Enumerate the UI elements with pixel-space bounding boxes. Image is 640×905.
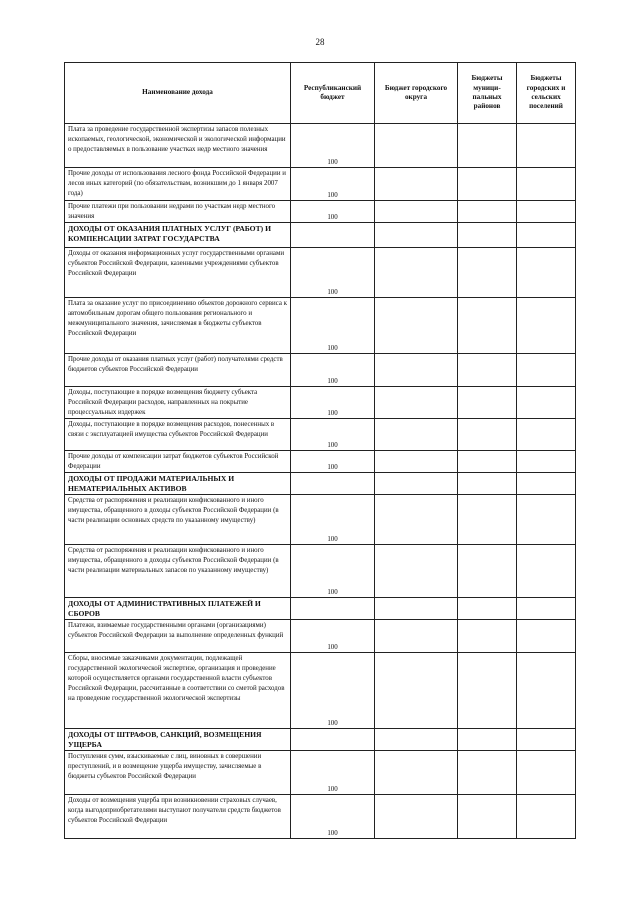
- rural-budget-cell: [517, 473, 576, 495]
- revenue-name-cell: [65, 419, 291, 451]
- table-row: [65, 495, 576, 545]
- republic-budget-cell: 100: [291, 124, 375, 168]
- municipal-budget-cell: [458, 124, 517, 168]
- revenue-distribution-table: [64, 62, 576, 839]
- revenue-name-cell: [65, 223, 291, 248]
- republic-budget-cell: 100: [291, 751, 375, 795]
- rural-budget-cell: [517, 751, 576, 795]
- revenue-name: Плата за оказание услуг по присоединению объектов дорожного сервиса к автомобильным дорогам общего пользования регионального и межмуниципального значения, зачисляемая в бюджеты субъектов Российской Федерации: [68, 300, 287, 337]
- republic-budget-cell: 100: [291, 354, 375, 387]
- revenue-name: Прочие доходы от компенсации затрат бюджетов субъектов Российской Федерации: [68, 453, 279, 470]
- city-budget-cell: [375, 354, 458, 387]
- section-title: ДОХОДЫ ОТ АДМИНИСТРАТИВНЫХ ПЛАТЕЖЕЙ И СБОРОВ: [68, 599, 261, 618]
- table-row: [65, 248, 576, 298]
- rural-budget-cell: [517, 298, 576, 354]
- republic-budget-cell: 100: [291, 545, 375, 598]
- republic-budget-cell: 100: [291, 201, 375, 223]
- municipal-budget-cell: [458, 201, 517, 223]
- city-budget-cell: [375, 795, 458, 839]
- revenue-name-cell: [65, 598, 291, 620]
- rural-budget-cell: [517, 598, 576, 620]
- revenue-name: Доходы, поступающие в порядке возмещения расходов, понесенных в связи с эксплуатацией имущества субъектов Российской Федерации: [68, 421, 275, 438]
- municipal-budget-cell: [458, 223, 517, 248]
- rural-budget-cell: [517, 248, 576, 298]
- revenue-name: Прочие платежи при пользовании недрами по участкам недр местного значения: [68, 203, 276, 220]
- municipal-budget-cell: [458, 751, 517, 795]
- table-row: [65, 168, 576, 201]
- revenue-name-cell: [65, 473, 291, 495]
- city-budget-cell: [375, 545, 458, 598]
- section-title: ДОХОДЫ ОТ ПРОДАЖИ МАТЕРИАЛЬНЫХ И НЕМАТЕРИАЛЬНЫХ АКТИВОВ: [68, 474, 235, 493]
- republic-budget-cell: 100: [291, 620, 375, 653]
- revenue-name: Доходы от оказания информационных услуг государственными органами субъектов Российской Федерации, казенными учреждениями субъектов Российской Федерации: [68, 250, 285, 277]
- municipal-budget-cell: [458, 473, 517, 495]
- municipal-budget-cell: [458, 387, 517, 419]
- rural-budget-cell: [517, 354, 576, 387]
- header-revenue-name: Наименование дохода: [65, 63, 291, 124]
- rural-budget-cell: [517, 419, 576, 451]
- municipal-budget-cell: [458, 419, 517, 451]
- header-rural-budgets: Бюджеты городских и сельских поселений: [517, 63, 576, 124]
- revenue-name-cell: [65, 201, 291, 223]
- table-row: [65, 201, 576, 223]
- city-budget-cell: [375, 653, 458, 729]
- table-header-row: [65, 63, 576, 124]
- revenue-name: Плата за проведение государственной экспертизы запасов полезных ископаемых, геологической, экономической и экологической информации о предоставляемых в пользование участках недр местного значения: [68, 126, 286, 153]
- revenue-name: Средства от распоряжения и реализации конфискованного и иного имущества, обращенного в доходы субъектов Российской Федерации (в части реализации материальных запасов по указанному имуществу): [68, 547, 279, 574]
- section-title: ДОХОДЫ ОТ ШТРАФОВ, САНКЦИЙ, ВОЗМЕЩЕНИЯ УЩЕРБА: [68, 730, 262, 749]
- revenue-name: Прочие доходы от оказания платных услуг (работ) получателями средств бюджетов субъектов Российской Федерации: [68, 356, 283, 373]
- revenue-name-cell: [65, 729, 291, 751]
- revenue-name-cell: [65, 451, 291, 473]
- republic-budget-cell: 100: [291, 653, 375, 729]
- revenue-name-cell: [65, 387, 291, 419]
- table-row: [65, 653, 576, 729]
- table-row: [65, 354, 576, 387]
- city-budget-cell: [375, 620, 458, 653]
- revenue-name-cell: [65, 751, 291, 795]
- rural-budget-cell: [517, 729, 576, 751]
- city-budget-cell: [375, 387, 458, 419]
- city-budget-cell: [375, 598, 458, 620]
- rural-budget-cell: [517, 620, 576, 653]
- revenue-name: Поступления сумм, взыскиваемые с лиц, виновных в совершении преступлений, и в возмещение ущерба имуществу, зачисляемые в бюджеты субъектов Российской Федерации: [68, 753, 262, 780]
- table-row: [65, 387, 576, 419]
- revenue-name: Сборы, вносимые заказчиками документации, подлежащей государственной экологической экспертизе, организация и проведение которой осуществляется органами государственной власти субъектов Российской Федерации, рассчитанные в соответствии со сметой расходов на проведение государственной экологической экспертизы: [68, 655, 285, 702]
- city-budget-cell: [375, 729, 458, 751]
- municipal-budget-cell: [458, 545, 517, 598]
- republic-budget-cell: 100: [291, 298, 375, 354]
- revenue-name-cell: [65, 248, 291, 298]
- revenue-name-cell: [65, 298, 291, 354]
- municipal-budget-cell: [458, 653, 517, 729]
- rural-budget-cell: [517, 653, 576, 729]
- republic-budget-cell: [291, 223, 375, 248]
- section-heading-row: [65, 598, 576, 620]
- municipal-budget-cell: [458, 298, 517, 354]
- rural-budget-cell: [517, 795, 576, 839]
- revenue-name-cell: [65, 124, 291, 168]
- republic-budget-cell: 100: [291, 451, 375, 473]
- republic-budget-cell: 100: [291, 419, 375, 451]
- section-heading-row: [65, 729, 576, 751]
- municipal-budget-cell: [458, 620, 517, 653]
- municipal-budget-cell: [458, 354, 517, 387]
- republic-budget-cell: [291, 473, 375, 495]
- revenue-name-cell: [65, 495, 291, 545]
- revenue-name: Платежи, взимаемые государственными органами (организациями) субъектов Российской Федерации за выполнение определенных функций: [68, 622, 284, 639]
- revenue-name-cell: [65, 795, 291, 839]
- municipal-budget-cell: [458, 451, 517, 473]
- city-budget-cell: [375, 298, 458, 354]
- table-row: [65, 751, 576, 795]
- rural-budget-cell: [517, 168, 576, 201]
- republic-budget-cell: 100: [291, 248, 375, 298]
- header-republic-budget: Республиканский бюджет: [291, 63, 375, 124]
- rural-budget-cell: [517, 201, 576, 223]
- city-budget-cell: [375, 451, 458, 473]
- municipal-budget-cell: [458, 168, 517, 201]
- republic-budget-cell: 100: [291, 168, 375, 201]
- header-city-budget: Бюджет городского округа: [375, 63, 458, 124]
- city-budget-cell: [375, 473, 458, 495]
- revenue-name-cell: [65, 168, 291, 201]
- revenue-name-cell: [65, 354, 291, 387]
- republic-budget-cell: [291, 598, 375, 620]
- municipal-budget-cell: [458, 495, 517, 545]
- revenue-name-cell: [65, 620, 291, 653]
- rural-budget-cell: [517, 124, 576, 168]
- table-row: [65, 451, 576, 473]
- municipal-budget-cell: [458, 795, 517, 839]
- rural-budget-cell: [517, 223, 576, 248]
- table-row: [65, 298, 576, 354]
- table-row: [65, 419, 576, 451]
- revenue-name-cell: [65, 653, 291, 729]
- rural-budget-cell: [517, 387, 576, 419]
- table-row: [65, 795, 576, 839]
- page-number: 28: [315, 37, 325, 47]
- section-heading-row: [65, 473, 576, 495]
- city-budget-cell: [375, 223, 458, 248]
- table-row: [65, 545, 576, 598]
- revenue-name: Средства от распоряжения и реализации конфискованного и иного имущества, обращенного в доходы субъектов Российской Федерации (в части реализации основных средств по указанному имуществу): [68, 497, 279, 524]
- section-heading-row: [65, 223, 576, 248]
- republic-budget-cell: [291, 729, 375, 751]
- revenue-name: Прочие доходы от использования лесного фонда Российской Федерации и лесов иных категорий (по обязательствам, возникшим до 1 января 2007 года): [68, 170, 286, 197]
- header-municipal-budgets: Бюджеты муници-пальных районов: [458, 63, 517, 124]
- municipal-budget-cell: [458, 729, 517, 751]
- city-budget-cell: [375, 168, 458, 201]
- city-budget-cell: [375, 248, 458, 298]
- section-title: ДОХОДЫ ОТ ОКАЗАНИЯ ПЛАТНЫХ УСЛУГ (РАБОТ) И КОМПЕНСАЦИИ ЗАТРАТ ГОСУДАРСТВА: [68, 224, 271, 243]
- republic-budget-cell: 100: [291, 495, 375, 545]
- rural-budget-cell: [517, 545, 576, 598]
- city-budget-cell: [375, 419, 458, 451]
- rural-budget-cell: [517, 451, 576, 473]
- municipal-budget-cell: [458, 598, 517, 620]
- municipal-budget-cell: [458, 248, 517, 298]
- table-row: [65, 620, 576, 653]
- republic-budget-cell: 100: [291, 795, 375, 839]
- rural-budget-cell: [517, 495, 576, 545]
- city-budget-cell: [375, 201, 458, 223]
- city-budget-cell: [375, 124, 458, 168]
- city-budget-cell: [375, 495, 458, 545]
- revenue-name: Доходы, поступающие в порядке возмещения бюджету субъекта Российской Федерации расходов, направленных на покрытие процессуальных издержек: [68, 389, 258, 416]
- revenue-name: Доходы от возмещения ущерба при возникновении страховых случаев, когда выгодоприобретателями выступают получатели средств бюджетов субъектов Российской Федерации: [68, 797, 281, 824]
- city-budget-cell: [375, 751, 458, 795]
- revenue-name-cell: [65, 545, 291, 598]
- table-row: [65, 124, 576, 168]
- republic-budget-cell: 100: [291, 387, 375, 419]
